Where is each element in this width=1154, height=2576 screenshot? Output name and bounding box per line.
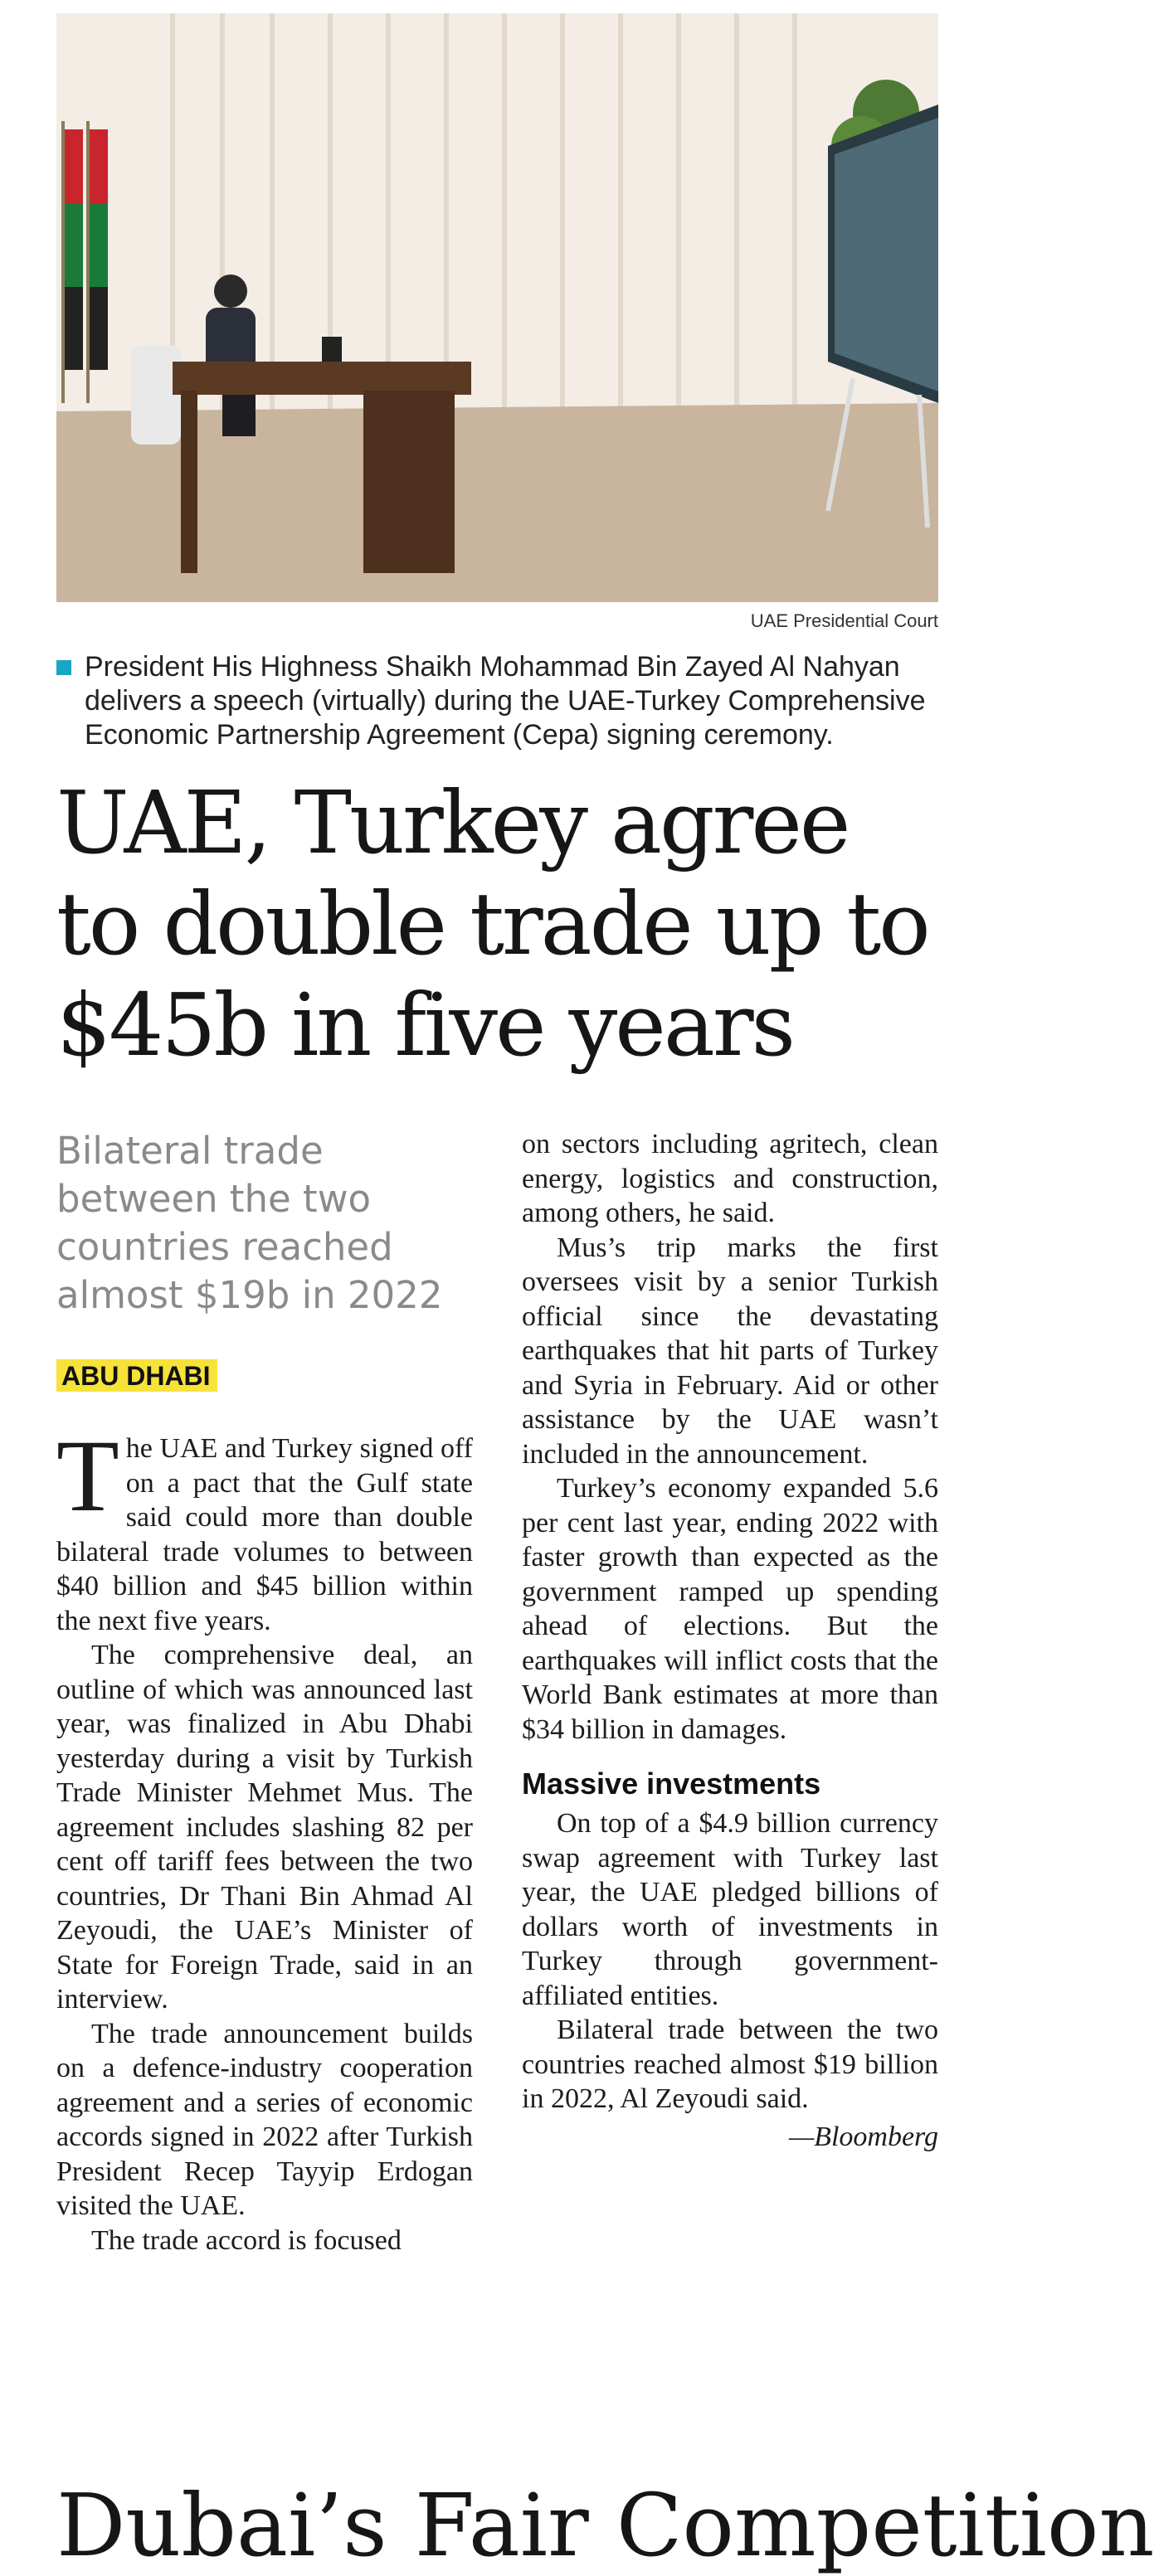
- standfirst: Bilateral trade between the two countries reached almost $19b in 2022: [56, 1129, 443, 1317]
- article-body-left: [56, 1419, 473, 2258]
- paragraph-8: Bilateral trade between the two countries reached almost $19 billion in 2022, Al Zeyoudi said.: [522, 2015, 938, 2114]
- paragraph-6: Turkey’s economy expanded 5.6 per cent last year, ending 2022 with faster growth than expected as the government ramped up spending ahead of elections. But the earthquakes will inflict costs that the World Bank estimates at more than $34 billion in damages.: [522, 1473, 938, 1745]
- dateline: ABU DHABI: [56, 1359, 217, 1392]
- left-column: [56, 1127, 473, 2258]
- drop-cap: T: [56, 1419, 119, 1533]
- subhead: Massive investments: [522, 1767, 821, 1801]
- paragraph-5: Mus’s trip marks the first oversees visit by a senior Turkish official since the devastating earthquakes that hit parts of Turkey and Syria in February. Aid or other assistance by the UAE wasn’t included in the announcement.: [522, 1232, 938, 1470]
- photo-credit: UAE Presidential Court: [750, 610, 938, 631]
- paragraph-1: [56, 1419, 473, 1638]
- article-columns: [56, 1127, 938, 2421]
- headline: UAE, Turkey agree to double trade up to $45b in five years: [56, 772, 928, 1076]
- paragraph-1-text: he UAE and Turkey signed off on a pact that the Gulf state said could more than double bilateral trade volumes to between $40 billion and $45 billion within the next five years.: [56, 1433, 473, 1636]
- photo-caption: [56, 650, 938, 752]
- article-photo: [56, 13, 938, 602]
- signoff: —Bloomberg: [788, 2121, 938, 2152]
- next-story-headline: [56, 2475, 1154, 2576]
- paragraph-4-start: The trade accord is focused: [91, 2224, 402, 2256]
- caption-text: President His Highness Shaikh Mohammad Bin Zayed Al Nahyan delivers a speech (virtually) during the UAE-Turkey Comprehensive Economic Partnership Agreement (Cepa) signing ceremony.: [85, 651, 926, 751]
- next-story-headline-text: Dubai’s Fair Competition: [56, 2475, 1154, 2576]
- paragraph-3: The trade announcement builds on a defence-industry cooperation agreement and a series of economic accords signed in 2022 after Turkish President Recep Tayyip Erdogan visited the UAE.: [56, 2018, 473, 2221]
- paragraph-4-continued: on sectors including agritech, clean energy, logistics and construction, among others, he said.: [522, 1129, 938, 1228]
- article-body-right: [522, 1127, 938, 2153]
- paragraph-2: The comprehensive deal, an outline of which was announced last year, was finalized in Abu Dhabi yesterday during a visit by Turkish Trade Minister Mehmet Mus. The agreement includes slashing 82 per cent off tariff fees between the two countries, Dr Thani Bin Ahmad Al Zeyoudi, the UAE’s Minister of State for Foreign Trade, said in an interview.: [56, 1640, 473, 2015]
- right-column: [522, 1127, 938, 2153]
- caption-bullet-icon: [56, 660, 71, 675]
- paragraph-7: On top of a $4.9 billion currency swap agreement with Turkey last year, the UAE pledged billions of dollars worth of investments in Turkey through government-affiliated entities.: [522, 1808, 938, 2011]
- article-page: [56, 13, 938, 2421]
